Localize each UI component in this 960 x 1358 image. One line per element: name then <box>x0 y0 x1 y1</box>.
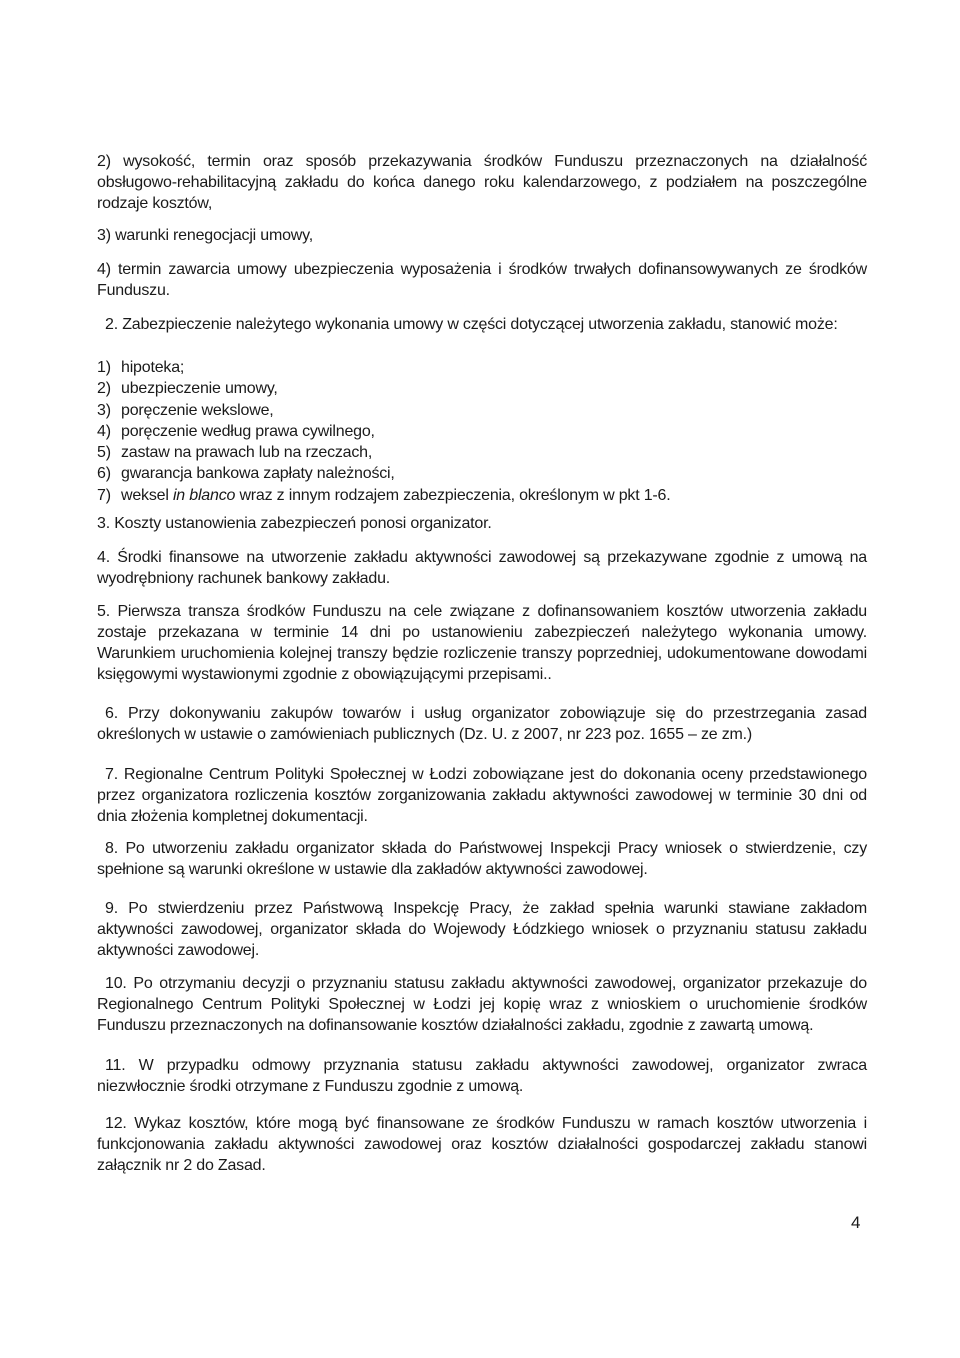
list-item-text: gwarancja bankowa zapłaty należności, <box>121 465 395 483</box>
paragraph-section-6: 6. Przy dokonywaniu zakupów towarów i usług organizator zobowiązuje się do przestrzegania zasad określonych w ustawie o zamówieniach publicznych (Dz. U. z 2007, nr 223 poz. 1655 – ze zm.) <box>97 705 867 743</box>
list-item <box>97 442 867 463</box>
list-item-text-after: wraz z innym rodzajem zabezpieczenia, określonym w pkt 1-6. <box>235 486 671 504</box>
list-item <box>97 400 867 421</box>
list-item-text: hipoteka; <box>121 359 185 376</box>
paragraph-section-4: 4. Środki finansowe na utworzenie zakładu aktywności zawodowej są przekazywane zgodnie z umową na wyodrębniony rachunek bankowy zakładu. <box>97 549 867 587</box>
list-item <box>97 378 867 399</box>
list-item <box>97 485 867 506</box>
section-2-intro: 2. Zabezpieczenie należytego wykonania umowy w części dotyczącej utworzenia zakładu, stanowić może: <box>105 316 838 333</box>
paragraph-section-8: 8. Po utworzeniu zakładu organizator składa do Państwowej Inspekcji Pracy wniosek o stwierdzenie, czy spełnione są warunki określone w ustawie dla zakładów aktywności zawodowej. <box>97 840 867 878</box>
list-item-text: poręczenie według prawa cywilnego, <box>121 422 375 440</box>
list-item-number: 2) <box>97 380 111 398</box>
paragraph-section-11: 11. W przypadku odmowy przyznania statusu zakładu aktywności zawodowej, organizator zwraca niezwłocznie środki otrzymane z Funduszu zgodnie z umową. <box>97 1057 867 1095</box>
paragraph-section-10: 10. Po otrzymaniu decyzji o przyznaniu statusu zakładu aktywności zawodowej, organizator przekazuje do Regionalnego Centrum Polityki Społecznej w Łodzi jej kopię wraz z wnioskiem o uruchomienie środków Funduszu przeznaczonych na dofinansowanie kosztów działalności zakładu, zgodnie z zawartą umową. <box>97 975 867 1034</box>
list-item-text: poręczenie wekslowe, <box>121 401 274 419</box>
paragraph-section-3: 3. Koszty ustanowienia zabezpieczeń ponosi organizator. <box>97 515 492 532</box>
list-item-text-italic: in blanco <box>172 486 236 504</box>
list-item-number: 3) <box>97 401 111 419</box>
paragraph-point-3: 3) warunki renegocjacji umowy, <box>97 227 314 244</box>
security-forms-list <box>97 357 867 506</box>
paragraph-section-9: 9. Po stwierdzeniu przez Państwową Inspekcję Pracy, że zakład spełnia warunki stawiane zakładom aktywności zawodowej, organizator składa do Wojewody Łódzkiego wniosek o przyznaniu statusu zakładu aktywności zawodowej. <box>97 900 867 959</box>
list-item <box>97 463 867 484</box>
list-item-number: 5) <box>97 444 111 462</box>
list-item-number: 4) <box>97 422 111 440</box>
page-number: 4 <box>851 1213 861 1232</box>
list-item <box>97 357 867 378</box>
paragraph-section-7: 7. Regionalne Centrum Polityki Społecznej w Łodzi zobowiązane jest do dokonania oceny przedstawionego przez organizatora rozliczenia kosztów zorganizowania zakładu aktywności zawodowej w terminie 30 dni od dnia złożenia kompletnej dokumentacji. <box>97 766 867 825</box>
list-item-number: 6) <box>97 465 111 483</box>
list-item-text-before: weksel <box>121 486 173 504</box>
paragraph-section-12: 12. Wykaz kosztów, które mogą być finansowane ze środków Funduszu w ramach kosztów utworzenia i funkcjonowania zakładu aktywności zawodowej oraz kosztów działalności gospodarczej zakładu stanowi załącznik nr 2 do Zasad. <box>97 1115 867 1174</box>
list-item-number: 7) <box>97 486 111 504</box>
list-item <box>97 421 867 442</box>
list-item-text: zastaw na prawach lub na rzeczach, <box>121 444 373 462</box>
paragraph-section-5: 5. Pierwsza transza środków Funduszu na cele związane z dofinansowaniem kosztów utworzenia zakładu zostaje przekazana w terminie 14 dni po ustanowieniu zabezpieczeń należytego wykonania umowy. Warunkiem uruchomienia kolejnej transzy będzie rozliczenie transzy poprzedniej, udokumentowane dowodami księgowymi wystawionymi zgodnie z obowiązującymi przepisami.. <box>97 603 867 683</box>
paragraph-point-2: 2) wysokość, termin oraz sposób przekazywania środków Funduszu przeznaczonych na działalność obsługowo-rehabilitacyjną zakładu do końca danego roku kalendarzowego, z podziałem na poszczególne rodzaje kosztów, <box>97 153 867 212</box>
list-item-text: ubezpieczenie umowy, <box>121 380 278 398</box>
paragraph-point-4: 4) termin zawarcia umowy ubezpieczenia wyposażenia i środków trwałych dofinansowywanych ze środków Funduszu. <box>97 261 867 299</box>
list-item-number: 1) <box>97 359 111 376</box>
